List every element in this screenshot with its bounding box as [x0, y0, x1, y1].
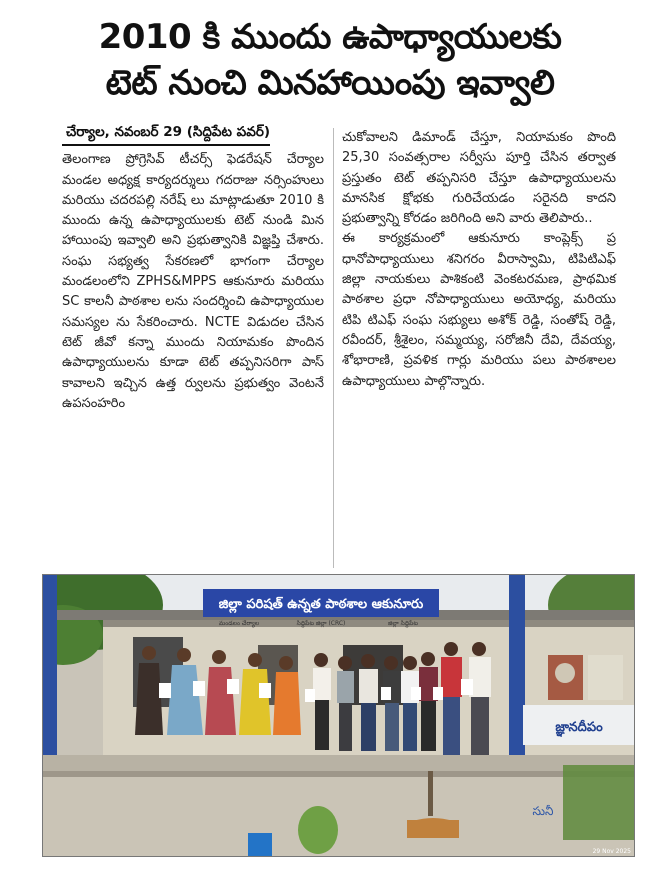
ground-scribble: సునీ: [532, 804, 554, 818]
group-photo: [42, 574, 635, 857]
headline: [10, 14, 650, 106]
article-column-left: [62, 122, 324, 414]
banner-subtext-center: సిద్దిపేట జిల్లా (CRC): [296, 620, 346, 627]
dateline: చేర్యాల, నవంబర్ 29 (సిద్దిపేట పవర్): [62, 122, 270, 146]
wall-slogan: జ్ఞానదీపం: [555, 720, 603, 735]
banner-subtext-right: జిల్లా సిద్దిపేట: [388, 620, 418, 627]
headline-line-1: 2010 కి ముందు ఉపాధ్యాయులకు: [98, 17, 562, 57]
column-divider: [333, 128, 334, 568]
photo-scene: [43, 575, 635, 857]
banner-subtext-left: మండలం చేర్యాల: [218, 620, 260, 627]
article-column-right: [342, 128, 616, 392]
photo-timestamp: 29 Nov 2025: [592, 848, 631, 855]
headline-line-2: టెట్ నుంచి మినహాయింపు ఇవ్వాలి: [105, 63, 555, 103]
body-paragraph: ఈ కార్యక్రమంలో ఆకునూరు కాంప్లెక్స్ ప్ర ధానోపాధ్యాయులు శనిగరం వీరాస్వామి, టిపిటిఎఫ్ జిల్లా నాయకులు పాశికంటి వెంకటరమణ, ప్రాథమిక పాఠశాల ప్రధా నోపాధ్యాయులు అయోధ్య, మరియు టిపి టిఎఫ్ సంఘ సభ్యులు అశోక్ రెడ్డి, సంతోష్ రెడ్డి, రవీందర్, శ్రీశైలం, సమ్మయ్య, సరోజినీ దేవి, దేవయ్య, శోభారాణి, ప్రవళిక గార్లు మరియు పలు పాఠశాలల ఉపాధ్యాయులు పాల్గొన్నారు.: [342, 231, 616, 389]
body-paragraph: తెలంగాణ ప్రోగ్రెసివ్ టీచర్స్ ఫెడరేషన్ చేర్యాల మండల అధ్యక్ష కార్యదర్శులు గదరాజు నర్సింహులు మరియు చదరపల్లి నరేష్ లు మాట్లాడుతూ 2010 కి ముందు ఉన్న ఉపాధ్యాయులకు టెట్ నుండి మిన హాయింపు ఇవ్వాలి అని ప్రభుత్వానికి విజ్ఞప్తి చేశారు. సంఘ సభ్యత్వ సేకరణలో భాగంగా చేర్యాల మండలంలోని ZPHS&MPPS ఆకునూరు మరియు SC కాలనీ పాఠశాల లను సందర్శించి ఉపాధ్యాయుల సమస్యల ను సేకరించారు. NCTE విడుదల చేసిన టెట్ జీవో కన్నా ముందు నియామకం పొందిన ఉపాధ్యాయులను కూడా టెట్ తప్పనిసరిగా పాస్ కావాలని ఇచ్చిన ఉత్త ర్వులను ప్రభుత్వం వెంటనే ఉపసంహరిం: [62, 152, 324, 411]
banner-text: జిల్లా పరిషత్ ఉన్నత పాఠశాల ఆకునూరు: [218, 597, 424, 612]
body-paragraph: చుకోవాలని డిమాండ్ చేస్తూ, నియామకం పొంది 25,30 సంవత్సరాల సర్వీసు పూర్తి చేసిన తర్వాత ప్రస్తుతం టెట్ తప్పనిసరి చేస్తూ ఉపాధ్యాయులను మానసిక క్షోభకు గురిచేయడం సరైనది కాదని ప్రభుత్వాన్ని కోరడం జరిగింది అని వారు తెలిపారు..: [342, 130, 616, 227]
